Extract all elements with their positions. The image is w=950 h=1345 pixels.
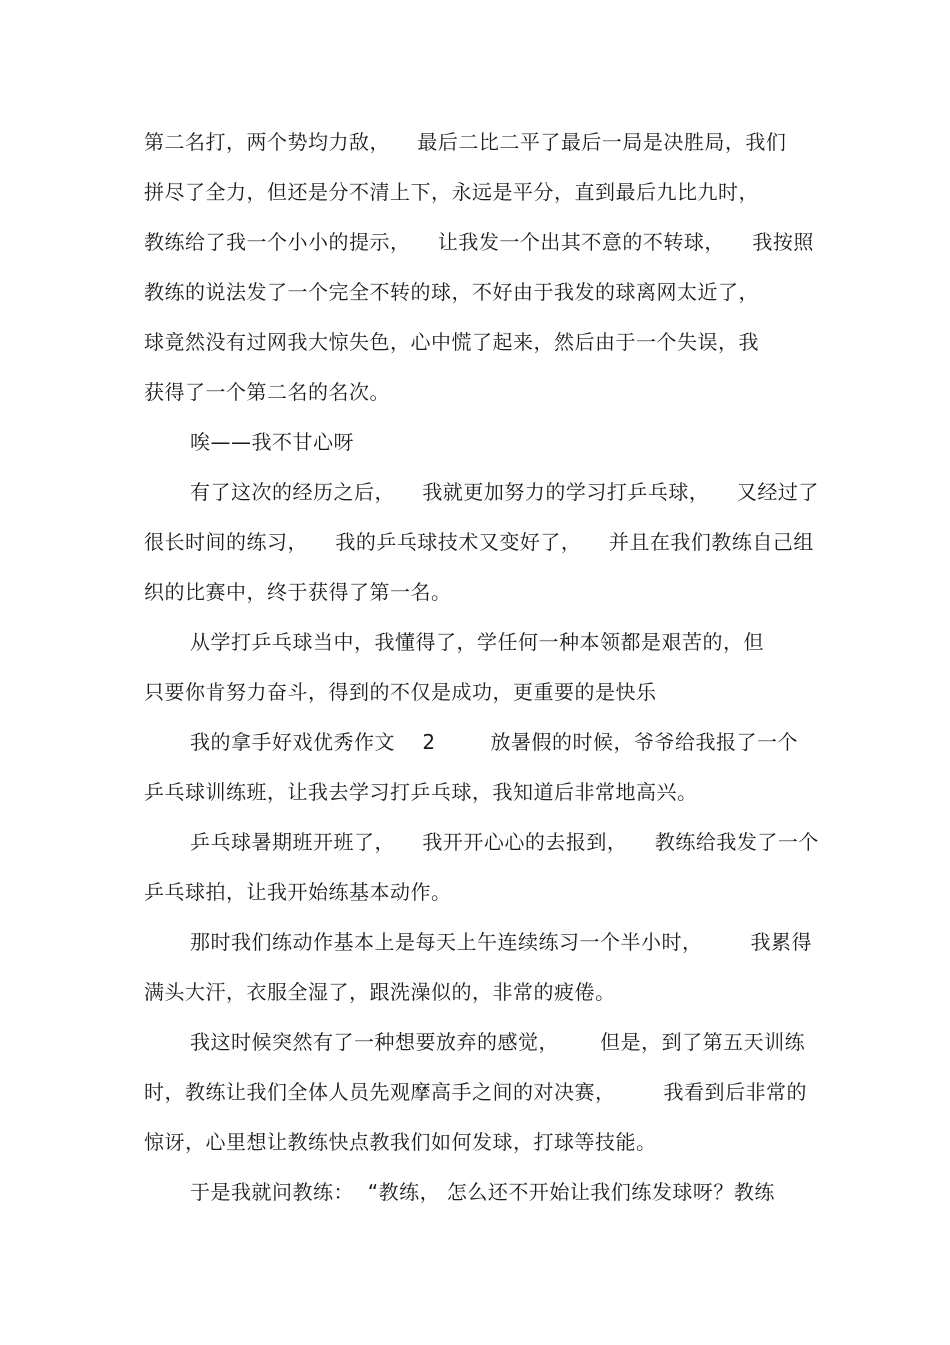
text-line: 唉——我不甘心呀 bbox=[190, 430, 354, 454]
text-line: 很长时间的练习， 我的乒乓球技术又变好了， 并且在我们教练自己组 bbox=[144, 530, 814, 554]
text-line: 乒乓球拍，让我开始练基本动作。 bbox=[144, 880, 452, 904]
text-line: 获得了一个第二名的名次。 bbox=[144, 380, 390, 404]
text-line: 从学打乒乓球当中，我懂得了，学任何一种本领都是艰苦的，但 bbox=[190, 630, 764, 654]
text-line: 第二名打，两个势均力敌， 最后二比二平了最后一局是决胜局，我们 bbox=[144, 130, 787, 154]
text-line: 乒乓球暑期班开班了， 我开开心心的去报到， 教练给我发了一个 bbox=[190, 830, 819, 854]
text-line: 惊讶，心里想让教练快点教我们如何发球，打球等技能。 bbox=[144, 1130, 657, 1154]
text-line: 我这时候突然有了一种想要放弃的感觉， 但是，到了第五天训练 bbox=[190, 1030, 806, 1054]
text-line: 织的比赛中，终于获得了第一名。 bbox=[144, 580, 452, 604]
text-line: 拼尽了全力，但还是分不清上下，永远是平分，直到最后九比九时， bbox=[144, 180, 759, 204]
text-line: 有了这次的经历之后， 我就更加努力的学习打乒乓球， 又经过了 bbox=[190, 480, 819, 504]
text-line: 满头大汗，衣服全湿了，跟洗澡似的，非常的疲倦。 bbox=[144, 980, 616, 1004]
text-line: 只要你肯努力奋斗，得到的不仅是成功，更重要的是快乐 bbox=[144, 680, 657, 704]
text-line: 那时我们练动作基本上是每天上午连续练习一个半小时， 我累得 bbox=[190, 930, 813, 954]
text-line: 我的拿手好戏优秀作文 2 放暑假的时候，爷爷给我报了一个 bbox=[190, 730, 799, 754]
text-line: 教练的说法发了一个完全不转的球，不好由于我发的球离网太近了， bbox=[144, 280, 759, 304]
text-line: 乒乓球训练班，让我去学习打乒乓球，我知道后非常地高兴。 bbox=[144, 780, 698, 804]
text-line: 球竟然没有过网我大惊失色，心中慌了起来，然后由于一个失误，我 bbox=[144, 330, 759, 354]
text-line: 时，教练让我们全体人员先观摩高手之间的对决赛， 我看到后非常的 bbox=[144, 1080, 808, 1104]
text-line: 教练给了我一个小小的提示， 让我发一个出其不意的不转球， 我按照 bbox=[144, 230, 814, 254]
text-line: 于是我就问教练： “教练， 怎么还不开始让我们练发球呀？教练 bbox=[190, 1180, 775, 1204]
